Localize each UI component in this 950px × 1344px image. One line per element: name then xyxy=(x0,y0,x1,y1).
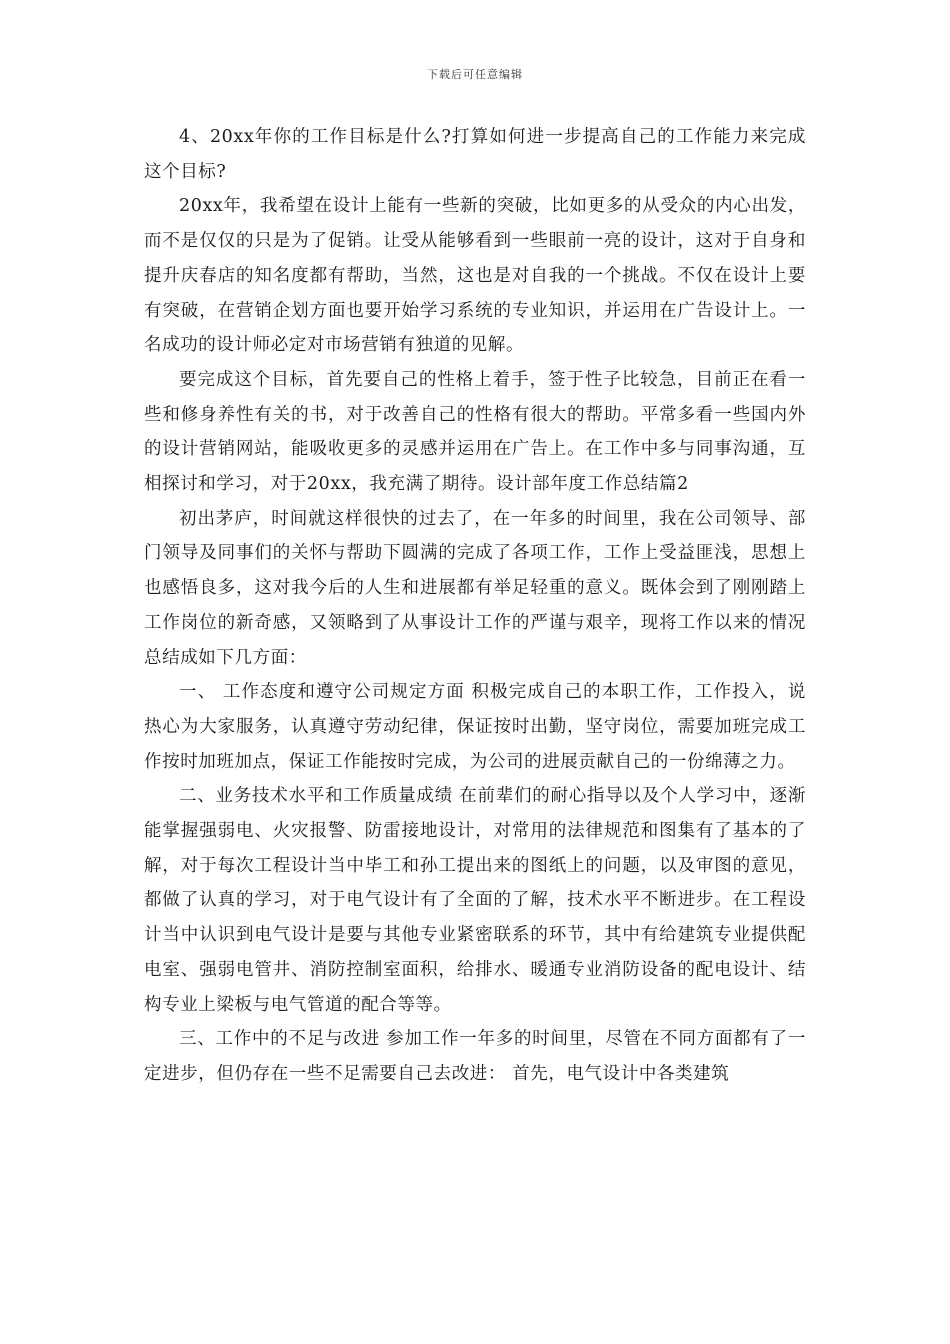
paragraph-personality-plan: 要完成这个目标，首先要自己的性格上着手，签于性子比较急，目前正在看一些和修身养性有关的书，对于改善自己的性格有很大的帮助。平常多看一些国内外的设计营销网站，能吸收更多的灵感并运用在广告上。在工作中多与同事沟通，互相探讨和学习，对于20xx，我充满了期待。设计部年度工作总结篇2 xyxy=(144,369,806,495)
header-note: 下载后可任意编辑 xyxy=(427,68,523,81)
paragraph-work-attitude: 一、 工作态度和遵守公司规定方面 积极完成自己的本职工作，工作投入，说热心为大家服务，认真遵守劳动纪律，保证按时出勤，坚守岗位，需要加班完成工作按时加班加点，保证工作能按时完成，为公司的进展贡献自己的一份绵薄之力。 xyxy=(144,682,806,772)
paragraph-design-breakthrough: 20xx年，我希望在设计上能有一些新的突破，比如更多的从受众的内心出发，而不是仅仅的只是为了促销。让受从能够看到一些眼前一亮的设计，这对于自身和提升庆春店的知名度都有帮助，当然，这也是对自我的一个挑战。不仅在设计上要有突破，在营销企划方面也要开始学习系统的专业知识，并运用在广告设计上。一名成功的设计师必定对市场营销有独道的见解。 xyxy=(144,196,806,356)
document-body xyxy=(144,120,806,1092)
paragraph-shortcomings: 三、工作中的不足与改进 参加工作一年多的时间里，尽管在不同方面都有了一定进步，但仍存在一些不足需要自己去改进： 首先，电气设计中各类建筑 xyxy=(144,1029,806,1084)
paragraph-intro-review: 初出茅庐，时间就这样很快的过去了，在一年多的时间里，我在公司领导、部门领导及同事们的关怀与帮助下圆满的完成了各项工作，工作上受益匪浅，思想上也感悟良多，这对我今后的人生和进展都有举足轻重的意义。既体会到了刚刚踏上工作岗位的新奇感，又领略到了从事设计工作的严谨与艰辛，现将工作以来的情况总结成如下几方面： xyxy=(144,508,806,668)
paragraph-technical-level: 二、业务技术水平和工作质量成绩 在前辈们的耐心指导以及个人学习中，逐渐能掌握强弱电、火灾报警、防雷接地设计，对常用的法律规范和图集有了基本的了解，对于每次工程设计当中毕工和孙工提出来的图纸上的问题，以及审图的意见，都做了认真的学习，对于电气设计有了全面的了解，技术水平不断进步。在工程设计当中认识到电气设计是要与其他专业紧密联系的环节，其中有给建筑专业提供配电室、强弱电管井、消防控制室面积，给排水、暖通专业消防设备的配电设计、结构专业上梁板与电气管道的配合等等。 xyxy=(144,786,806,1015)
paragraph-goal-question: 4、20xx年你的工作目标是什么?打算如何进一步提高自己的工作能力来完成这个目标? xyxy=(144,127,806,182)
